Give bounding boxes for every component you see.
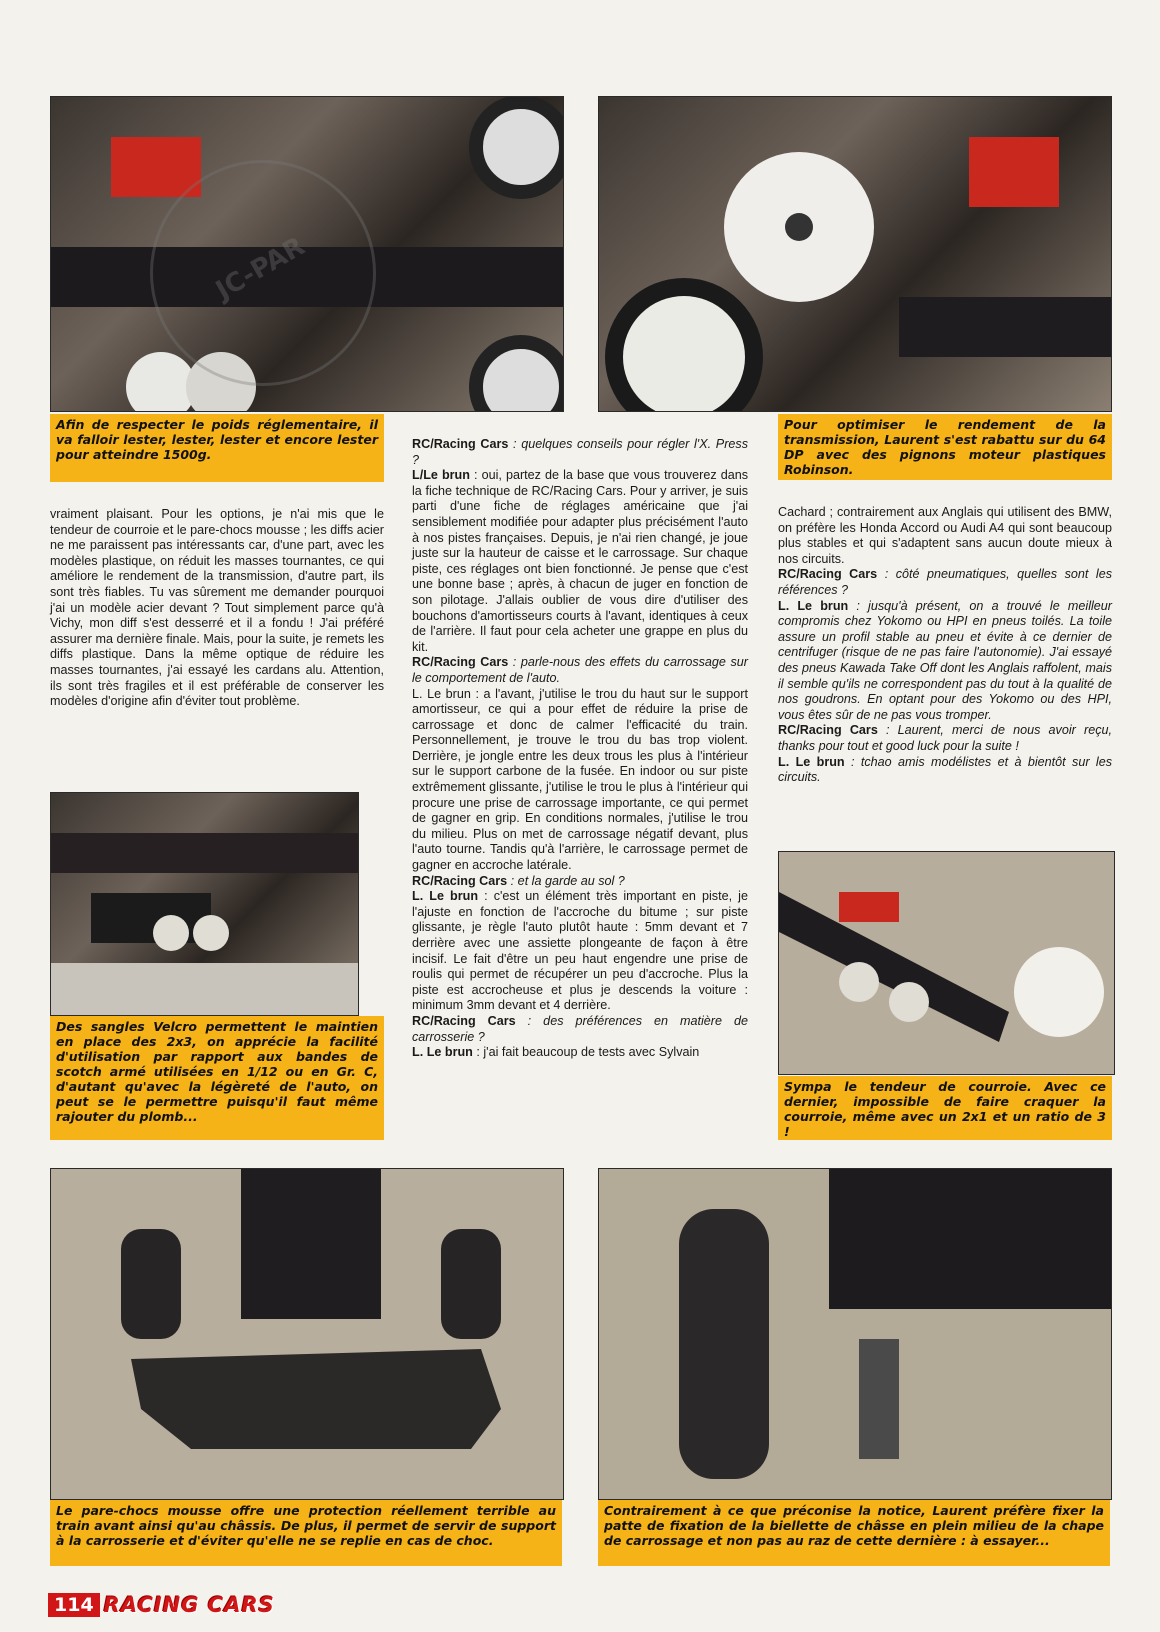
watermark-text: JC-PAR	[211, 231, 310, 306]
interviewer-name: RC/Racing Cars	[412, 1013, 516, 1028]
caption-camber: Contrairement à ce que préconise la notice, Laurent préfère fixer la patte de fixation de la biellette de châsse en plein milieu de la chape de carrossage et non pas au raz de cette dernière : à essayer...	[598, 1500, 1110, 1566]
interviewer-name: RC/Racing Cars	[412, 873, 508, 888]
interviewee-name: L/Le brun	[412, 468, 470, 483]
interviewer-name: RC/Racing Cars	[778, 723, 878, 738]
photo-foam-bumper-illustration	[51, 1169, 563, 1499]
photo-foam-bumper	[50, 1168, 564, 1500]
interviewee-name: L. Le brun	[412, 889, 479, 904]
magazine-logo: RACING CARS	[103, 1593, 275, 1617]
photo-transmission-gear-illustration	[599, 97, 1111, 411]
question-text: : et la garde au sol ?	[507, 873, 625, 888]
page-number: 114	[48, 1593, 100, 1617]
caption-transmission: Pour optimiser le rendement de la transmission, Laurent s'est rabattu sur du 64 DP avec des pignons moteur plastiques Robinson.	[778, 414, 1112, 480]
page-footer	[48, 1592, 338, 1618]
question-text: : Laurent, merci de nous avoir reçu, thanks pour tout et good luck pour la suite !	[778, 723, 1112, 753]
interview-question	[778, 567, 1112, 598]
interview-answer	[412, 1045, 748, 1061]
answer-text: : j'ai fait beaucoup de tests avec Sylvain	[472, 1045, 700, 1060]
text-column-1	[50, 507, 384, 710]
text-column-2	[412, 437, 748, 1061]
answer-text: : c'est un élément très important en piste, je l'ajuste en fonction de l'accroche du bitume ; sur piste glissante, je règle l'auto plutôt haute : 5mm devant et 7 derrière avec une assiette plongeante de façon à être incisif. Le fait d'être un peu haut engendre une prise de roulis qui permet de récupérer un peu d'accroche. Plus la piste est accrocheuse et plus je descends la voiture : minimum 3mm devant et 4 derrière.	[412, 889, 748, 1013]
photo-transmission-gear	[598, 96, 1112, 412]
caption-bumper: Le pare-chocs mousse offre une protection réellement terrible au train avant ainsi qu'au châssis. De plus, il permet de servir de support à la carrosserie et d'éviter qu'elle ne se replie en cas de choc.	[50, 1500, 562, 1566]
interview-answer	[778, 599, 1112, 724]
answer-text: : oui, partez de la base que vous trouverez dans la fiche technique de RC/Racing Cars. Pour y arriver, je suis parti d'une fiche de réglages américaine que j'ai sensiblement modifiée pour adapter plus précisément l'auto à nos pistes françaises. Depuis, je n'ai rien changé, je joue juste sur la hauteur de caisse et le carrossage. Sur chaque piste, ces réglages ont bien fonctionné. Je pense que c'est une bonne base ; après, à chacun de juger en fonction de son pilotage. J'allais oublier de vous dire d'utiliser des bouchons d'amortisseurs courts à l'avant, identiques à ceux de l'arrière. Il faut pour cela acheter une grappe en plus du kit.	[412, 468, 748, 654]
photo-camber-link-illustration	[599, 1169, 1111, 1499]
interview-question	[412, 874, 748, 890]
interviewee-name: L. Le brun	[412, 1045, 473, 1060]
interview-question	[412, 437, 748, 468]
interview-question	[412, 1014, 748, 1045]
photo-velcro-straps	[50, 792, 359, 1016]
caption-ballast: Afin de respecter le poids réglementaire, il va falloir lester, lester, lester et encore lester pour atteindre 1500g.	[50, 414, 384, 482]
column-3-paragraph: Cachard ; contrairement aux Anglais qui utilisent des BMW, on préfère les Honda Accord ou Audi A4 qui sont beaucoup plus stables et qui s'adaptent sans aucun doute mieux à nos circuits.	[778, 505, 1112, 566]
photo-velcro-straps-illustration	[51, 793, 358, 1015]
interviewee-name: L. Le brun	[778, 754, 845, 769]
interview-answer	[778, 755, 1112, 786]
interviewee-name: L. Le brun	[778, 598, 849, 613]
question-text: : des préférences en matière de carrosserie ?	[412, 1013, 748, 1044]
interview-question	[412, 655, 748, 686]
photo-belt-tensioner-illustration	[779, 852, 1114, 1074]
interview-question	[778, 723, 1112, 754]
answer-text: : tchao amis modélistes et à bientôt sur les circuits.	[778, 754, 1112, 785]
caption-velcro: Des sangles Velcro permettent le maintien en place des 2x3, on apprécie la facilité d'utilisation par rapport aux bandes de scotch armé utilisées en 1/12 ou en Gr. C, d'autant qu'avec la légèreté de l'auto, on peut se le permettre puisqu'il faut même rajouter du plomb...	[50, 1016, 384, 1140]
text-column-3	[778, 505, 1112, 786]
interview-answer: L. Le brun : a l'avant, j'utilise le trou du haut sur le support amortisseur, ce qui a pour effet de réduire la prise de carrossage et donc de calmer l'efficacité du train. Personnellement, je trouve le trou du bas trop violent. Derrière, je jongle entre les deux trous les plus à l'intérieur sur le support carbone de la fusée. En indoor ou sur piste extrêmement glissante, j'utilise le trou le plus à l'intérieur qui procure une prise de carrossage importante, ce qui permet de gagner en grip. En conditions normales, j'utilise le trou du milieu. Plus on met de carrossage négatif devant, plus l'auto tourne. Tandis qu'à l'arrière, le carrossage permet de gagner en accroche latérale.	[412, 686, 748, 873]
question-text: : quelques conseils pour régler l'X. Press ?	[412, 437, 748, 467]
photo-camber-link	[598, 1168, 1112, 1500]
photo-belt-tensioner	[778, 851, 1115, 1075]
caption-tensioner: Sympa le tendeur de courroie. Avec ce dernier, impossible de faire craquer la courroie, même avec un 2x1 et un ratio de 3 !	[778, 1076, 1112, 1140]
answer-text: : jusqu'à présent, on a trouvé le meilleur compromis chez Yokomo ou HPI en pneus toilés. La toile assure un profil stable au pneu et évite à ce dernier de centrifuger (risque de ne pas faire l'autonomie). J'ai essayé des pneus Kawada Take Off dont les Anglais raffolent, mais il semble qu'ils ne correspondent pas du tout à la qualité de nos goudrons. En optant pour des Yokomo ou des HPI, vous êtes sûr de ne pas vous tromper.	[778, 598, 1112, 722]
interviewer-name: RC/Racing Cars	[778, 567, 878, 582]
interviewer-name: RC/Racing Cars	[412, 655, 509, 670]
interview-answer	[412, 889, 748, 1014]
question-text: : côté pneumatiques, quelles sont les références ?	[778, 567, 1112, 597]
column-1-paragraph: vraiment plaisant. Pour les options, je n'ai mis que le tendeur de courroie et le pare-chocs mousse ; les diffs acier ne me paraissent pas intéressants car, d'une part, avec les modèles plastique, on réduit les masses tournantes, ce qui améliore le rendement de la transmission, d'autre part, ils sont très fiables. Tu vas sûrement me demander pourquoi j'ai un modèle acier devant ? Tout simplement parce qu'à Vichy, mon diff s'est desserré et il a fondu ! J'ai préféré assurer ma dernière finale. Mais, pour la suite, je remets les diffs plastique. Dans la même optique de réduire les masses tournantes, j'ai essayé les cardans alu. Attention, ils sont très fragiles et il est préférable de conserver les modèles d'origine afin d'éviter tout problème.	[50, 507, 384, 709]
interviewer-name: RC/Racing Cars	[412, 437, 509, 451]
question-text: : parle-nous des effets du carrossage sur le comportement de l'auto.	[412, 655, 748, 685]
interview-answer	[412, 468, 748, 655]
